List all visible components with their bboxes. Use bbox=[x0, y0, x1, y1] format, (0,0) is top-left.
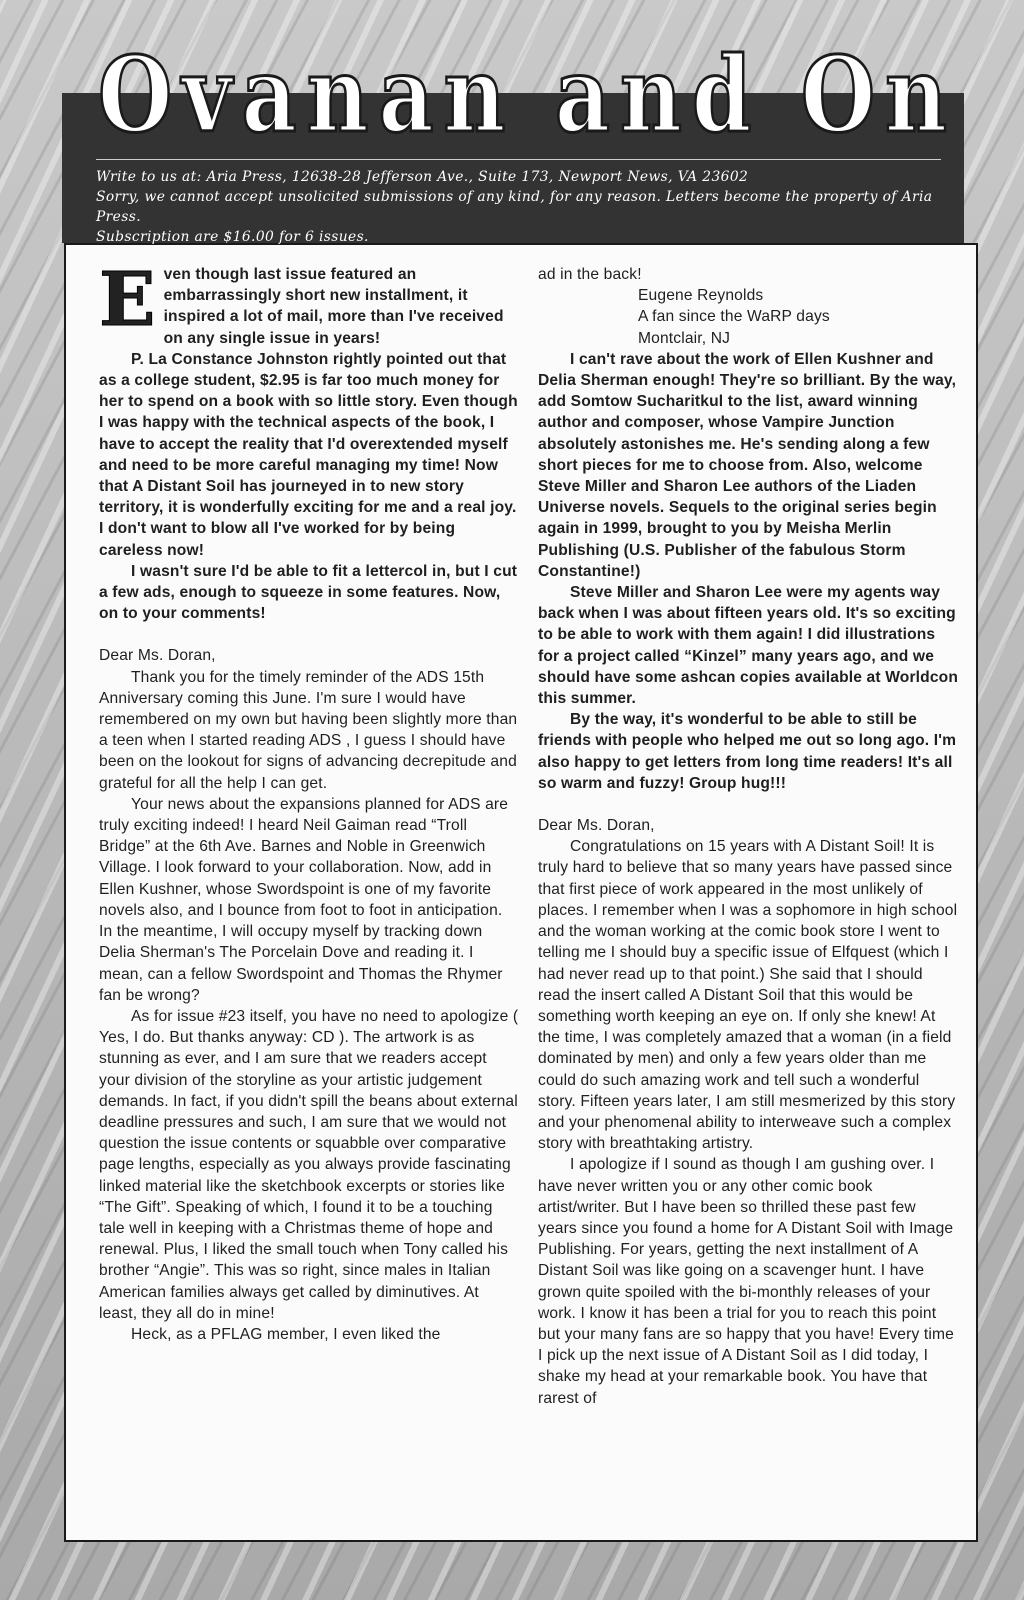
subscription-note: Subscription are $16.00 for 6 issues. bbox=[96, 229, 369, 245]
letter-paragraph: I apologize if I sound as though I am gushing over. I have never written you or any other comic book artist/writer. But I have been so thrilled these past few years since you found a home for A Distant Soil with Image Publishing. For years, getting the next installment of A Distant Soil was like going on a scavenger hunt. I have grown quite spoiled with the bi-monthly releases of your work. I know it has been a trial for you to reach this point but your many fans are so happy that you have! Every time I pick up the next issue of A Distant Soil as I did today, I shake my head at your remarkable book. You have that rarest of bbox=[538, 1156, 954, 1407]
editorial-paragraph: P. La Constance Johnston rightly pointed out that as a college student, $2.95 is far too much money for her to spend on a book with so little story. Even though I was happy with the technical aspects of the book, I have to accept the reality that I'd overextended myself and need to be more careful managing my time! Now that A Distant Soil has journeyed in to new story territory, it is wonderfully exciting for me and a real joy. I don't want to blow all I've worked for by being careless now! bbox=[99, 350, 518, 559]
letter-salutation: Dear Ms. Doran, bbox=[538, 817, 655, 835]
editorial-intro: Even though last issue featured an embarrassingly short new installment, it inspired a lot of mail, more than I've received on any single issue in years! bbox=[99, 257, 504, 347]
header-info bbox=[96, 167, 966, 247]
header-divider bbox=[96, 159, 941, 160]
letter-paragraph: As for issue #23 itself, you have no need to apologize ( Yes, I do. But thanks anyway: CD ). The artwork is as stunning as ever, and I am sure that we readers accept your division of the storyline as your artistic judgement demands. In fact, if you didn't spill the beans about external deadline pressures and such, I am sure that we would not question the issue contents or squabble over comparative page lengths, especially as you always provide fascinating linked material like the sketchbook excerpts or stories like “The Gift”. Speaking of which, I found it to be a touching tale well in keeping with a Christmas theme of hope and renewal. Plus, I liked the small touch when Tony called his brother “Angie”. This was so right, since males in Italian American families always get called by diminutives. At least, they all do in mine! bbox=[99, 1007, 519, 1322]
right-column bbox=[538, 264, 958, 1409]
page-title: Ovanan and On bbox=[98, 33, 957, 156]
letter-signature-line: A fan since the WaRP days bbox=[638, 308, 830, 326]
editor-reply: Steve Miller and Sharon Lee were my agents way back when I was about fifteen years old. It's so exciting to be able to work with them again! I did illustrations for a project called “Kinzel” many years ago, and we should have some ashcan copies available at Worldcon this summer. bbox=[538, 584, 959, 708]
editor-reply: I can't rave about the work of Ellen Kushner and Delia Sherman enough! They're so brilliant. By the way, add Somtow Sucharitkul to the list, award winning author and composer, whose Vampire Junction absolutely astonishes me. He's sending along a few short pieces for me to choose from. Also, welcome Steve Miller and Sharon Lee authors of the Liaden Universe novels. Sequels to the original series begin again in 1999, brought to you by Meisha Merlin Publishing (U.S. Publisher of the fabulous Storm Constantine!) bbox=[538, 350, 957, 580]
letter-paragraph: Congratulations on 15 years with A Distant Soil! It is truly hard to believe that so many years have passed since that first piece of work appeared in the most unlikely of places. I remember when I was a sophomore in high school and the woman working at the comic book store I went to telling me I should buy a specific issue of Elfquest (which I had never read up to that point.) She said that I should read the insert called A Distant Soil that this would be something worth keeping an eye on. If only she knew! At the time, I was completely amazed that a woman (in a field dominated by men) and only a few years older than me could do such amazing work and tell such a wonderful story. Fifteen years later, I am still mesmerized by this story and your phenomenal ability to interweave such a complex story with breathtaking artistry. bbox=[538, 838, 958, 1153]
letter-signature-city: Montclair, NJ bbox=[638, 329, 731, 347]
submission-policy: Sorry, we cannot accept unsolicited submissions of any kind, for any reason. Letters become the property of Aria Press. bbox=[96, 189, 933, 225]
mailing-address: Write to us at: Aria Press, 12638-28 Jefferson Ave., Suite 173, Newport News, VA 23602 bbox=[96, 169, 749, 185]
letter-signature-name: Eugene Reynolds bbox=[638, 287, 764, 305]
left-column bbox=[99, 257, 519, 1345]
letter-continuation: ad in the back! bbox=[538, 266, 642, 283]
letter-paragraph: Heck, as a PFLAG member, I even liked the bbox=[131, 1325, 441, 1343]
editor-reply: By the way, it's wonderful to be able to still be friends with people who helped me out so long ago. I'm also happy to get letters from long time readers! It's all so warm and fuzzy! Group hug!!! bbox=[538, 711, 957, 792]
editorial-paragraph: I wasn't sure I'd be able to fit a lettercol in, but I cut a few ads, enough to squeeze in some features. Now, on to your comments! bbox=[99, 562, 518, 623]
drop-cap: E bbox=[99, 257, 156, 343]
letter-salutation: Dear Ms. Doran, bbox=[99, 647, 216, 665]
letter-paragraph: Thank you for the timely reminder of the ADS 15th Anniversary coming this June. I'm sure I would have remembered on my own but having been slightly more than a teen when I started reading ADS , I guess I should have been on the lookout for signs of advancing decrepitude and grateful for all the help I can get. bbox=[99, 668, 518, 792]
letter-paragraph: Your news about the expansions planned for ADS are truly exciting indeed! I heard Neil Gaiman read “Troll Bridge” at the 6th Ave. Barnes and Noble in Greenwich Village. I look forward to your collaboration. Now, add in Ellen Kushner, whose Swordspoint is one of my favorite novels also, and I bounce from foot to foot in anticipation. In the meantime, I will occupy myself by tracking down Delia Sherman's The Porcelain Dove and reading it. I mean, can a fellow Swordspoint and Thomas the Rhymer fan be wrong? bbox=[99, 795, 509, 1004]
